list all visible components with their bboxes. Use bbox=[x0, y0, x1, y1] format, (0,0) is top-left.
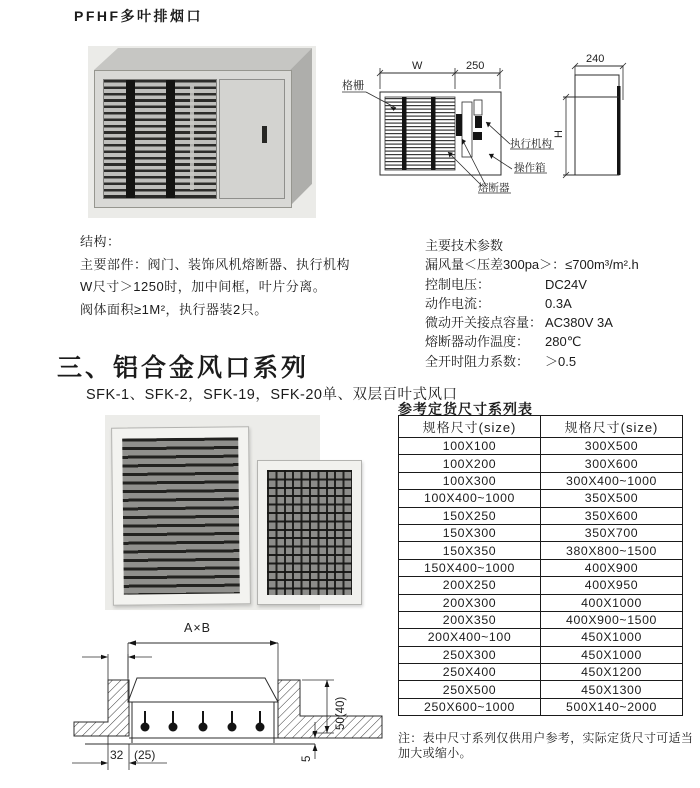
size-cell: 500X140~2000 bbox=[541, 698, 683, 715]
table-row bbox=[399, 646, 683, 663]
louver-rod bbox=[190, 86, 194, 190]
size-cell: 400X1000 bbox=[541, 594, 683, 611]
grid-pattern bbox=[267, 470, 352, 595]
table-row bbox=[399, 681, 683, 698]
size-col-header: 规格尺寸(size) bbox=[541, 416, 683, 438]
size-cell: 250X300 bbox=[399, 646, 541, 663]
door-handle bbox=[262, 126, 267, 143]
louver-mullion bbox=[126, 80, 135, 198]
size-cell: 200X350 bbox=[399, 611, 541, 628]
table-row bbox=[399, 559, 683, 576]
grille-photos bbox=[105, 415, 320, 610]
size-cell: 450X1300 bbox=[541, 681, 683, 698]
size-table bbox=[398, 415, 683, 716]
section-subtitle: SFK-1、SFK-2，SFK-19，SFK-20单、双层百叶式风口 bbox=[86, 387, 458, 403]
structure-line: 结构： bbox=[80, 234, 121, 249]
unit-side-face bbox=[290, 48, 312, 206]
fuse-part bbox=[456, 114, 462, 136]
table-row bbox=[399, 507, 683, 524]
size-table-title: 参考定货尺寸系列表 bbox=[398, 401, 533, 417]
size-cell: 250X400 bbox=[399, 664, 541, 681]
unit-top-face bbox=[94, 48, 312, 70]
param-label: 微动开关接点容量： bbox=[425, 315, 543, 331]
louver-mullion bbox=[166, 80, 175, 198]
double-layer-grille-photo bbox=[257, 460, 362, 605]
param-value: 280℃ bbox=[545, 334, 582, 350]
table-row bbox=[399, 455, 683, 472]
table-row bbox=[399, 524, 683, 541]
dim-25-label: (25) bbox=[134, 748, 156, 762]
size-cell: 150X300 bbox=[399, 524, 541, 541]
tech-param-row bbox=[425, 275, 697, 294]
technical-drawing-front-side bbox=[336, 42, 700, 232]
size-table-note: 注：表中尺寸系列仅供用户参考，实际定货尺寸可适当加大或缩小。 bbox=[398, 731, 694, 760]
param-label: 动作电流： bbox=[425, 295, 491, 311]
page-title: PFHF多叶排烟口 bbox=[74, 8, 204, 24]
size-cell: 200X250 bbox=[399, 577, 541, 594]
table-row bbox=[399, 577, 683, 594]
size-cell: 200X400~100 bbox=[399, 629, 541, 646]
size-cell: 250X600~1000 bbox=[399, 698, 541, 715]
table-row bbox=[399, 611, 683, 628]
structure-line: W尺寸＞1250时，加中间框，叶片分离。 bbox=[80, 279, 327, 294]
size-cell: 400X900 bbox=[541, 559, 683, 576]
actuator-part bbox=[475, 116, 482, 128]
table-row bbox=[399, 542, 683, 559]
size-cell: 450X1000 bbox=[541, 646, 683, 663]
param-value: 0.3A bbox=[545, 295, 572, 311]
table-row bbox=[399, 472, 683, 489]
size-cell: 300X600 bbox=[541, 455, 683, 472]
size-cell: 100X100 bbox=[399, 438, 541, 455]
size-cell: 300X400~1000 bbox=[541, 472, 683, 489]
size-cell: 150X250 bbox=[399, 507, 541, 524]
table-row bbox=[399, 629, 683, 646]
dim-h-label: H bbox=[553, 130, 565, 138]
table-row bbox=[399, 490, 683, 507]
size-table-header-row bbox=[399, 416, 683, 438]
actuator-callout: 执行机构 bbox=[510, 138, 552, 150]
param-value: DC24V bbox=[545, 276, 587, 292]
tech-param-row bbox=[425, 332, 697, 351]
size-cell: 100X300 bbox=[399, 472, 541, 489]
size-cell: 350X500 bbox=[541, 490, 683, 507]
control-box-callout: 操作箱 bbox=[514, 162, 546, 174]
size-cell: 150X400~1000 bbox=[399, 559, 541, 576]
dim-250-label: 250 bbox=[466, 60, 485, 72]
param-value: AC380V 3A bbox=[545, 315, 613, 331]
table-row bbox=[399, 664, 683, 681]
param-value: ≤700m³/m².h bbox=[565, 257, 639, 273]
table-row bbox=[399, 594, 683, 611]
technical-drawing-section bbox=[72, 610, 387, 788]
section-heading: 三、铝合金风口系列 bbox=[57, 354, 310, 382]
size-col-header: 规格尺寸(size) bbox=[399, 416, 541, 438]
tech-param-row bbox=[425, 352, 697, 371]
tech-param-row bbox=[425, 294, 697, 313]
louver-blades bbox=[141, 711, 265, 732]
size-cell: 450X1200 bbox=[541, 664, 683, 681]
param-value: ＞0.5 bbox=[545, 353, 577, 369]
table-row bbox=[399, 438, 683, 455]
structure-text bbox=[80, 231, 350, 321]
param-label: 全开时阻力系数： bbox=[425, 353, 530, 369]
dim-240-label: 240 bbox=[586, 53, 605, 65]
grille-callout: 格栅 bbox=[342, 80, 364, 92]
size-cell: 100X400~1000 bbox=[399, 490, 541, 507]
size-cell: 400X950 bbox=[541, 577, 683, 594]
pfhf-unit-photo bbox=[88, 46, 316, 218]
right-wall-section bbox=[278, 680, 382, 738]
size-cell: 100X200 bbox=[399, 455, 541, 472]
param-label: 漏风量＜压差300pa＞： bbox=[425, 257, 566, 273]
dim-5-label: 5 bbox=[301, 755, 313, 762]
dim-32-label: 32 bbox=[110, 748, 124, 762]
structure-line: 主要部件：阀门、装饰风机熔断器、执行机构 bbox=[80, 256, 351, 272]
unit-front-face bbox=[94, 70, 292, 208]
single-layer-grille-photo bbox=[111, 426, 251, 605]
tech-params bbox=[425, 236, 697, 371]
dim-w-label: W bbox=[412, 60, 423, 72]
unit-louver-grille bbox=[103, 79, 217, 199]
size-cell: 250X500 bbox=[399, 681, 541, 698]
size-cell: 450X1000 bbox=[541, 629, 683, 646]
size-cell: 350X600 bbox=[541, 507, 683, 524]
param-label: 控制电压： bbox=[425, 276, 491, 292]
frame-section bbox=[128, 678, 278, 702]
size-cell: 200X300 bbox=[399, 594, 541, 611]
tech-param-row bbox=[425, 313, 697, 332]
size-cell: 150X350 bbox=[399, 542, 541, 559]
dim-axb-label: A×B bbox=[184, 621, 211, 635]
size-cell: 400X900~1500 bbox=[541, 611, 683, 628]
size-cell: 350X700 bbox=[541, 524, 683, 541]
louver-pattern bbox=[122, 437, 240, 594]
dim-50-label: 50(40) bbox=[335, 696, 347, 730]
tech-param-row bbox=[425, 255, 697, 274]
tech-params-title: 主要技术参数 bbox=[425, 238, 504, 253]
size-cell: 380X800~1500 bbox=[541, 542, 683, 559]
unit-access-door bbox=[219, 79, 285, 199]
fuse-callout: 熔断器 bbox=[478, 182, 510, 194]
table-row bbox=[399, 698, 683, 715]
param-label: 熔断器动作温度： bbox=[425, 334, 530, 350]
size-cell: 300X500 bbox=[541, 438, 683, 455]
structure-line: 阀体面积≥1M²，执行器装2只。 bbox=[80, 301, 268, 317]
left-wall-section bbox=[74, 680, 129, 736]
